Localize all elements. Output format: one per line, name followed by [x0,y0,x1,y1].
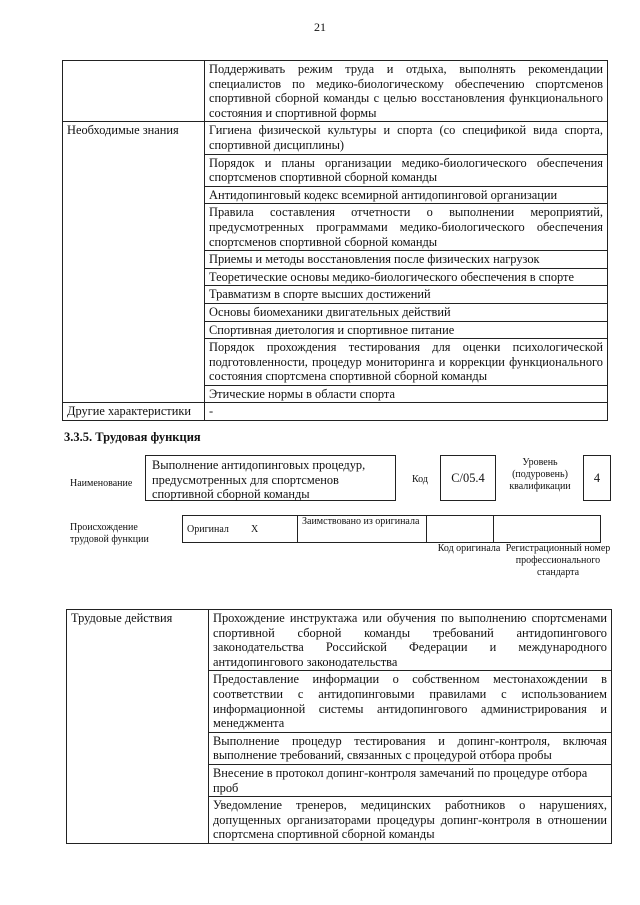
borrowed-label: Заимствовано из оригинала [298,516,427,543]
row-label-other: Другие характеристики [63,403,205,421]
level-box: 4 [583,455,611,501]
table-row [63,403,608,421]
reg-number-label: Регистрационный номер профессионального стандарта [505,543,611,578]
table-cell: Порядок прохождения тестирования для оценки психологической подготовленности, процедур мониторинга и коррекции функционального состояния спортсмена спортивной сборной команды [205,339,608,386]
knowledge-table [62,60,608,421]
origin-table [182,515,601,543]
table-cell: Порядок и планы организации медико-биологического обеспечения спортсменов спортивной сборной команды [205,154,608,186]
code-original-label: Код оригинала [437,543,501,554]
table-cell: Спортивная диетология и спортивное питание [205,321,608,339]
table-cell: Предоставление информации о собственном местонахождении в соответствии с антидопинговыми правилами с использованием информационной системы антидопингового администрирования и менеджмента [209,671,612,732]
section-heading: 3.3.5. Трудовая функция [64,430,201,444]
table-cell: - [205,403,608,421]
origin-label [70,522,162,546]
table-cell: Приемы и методы восстановления после физических нагрузок [205,251,608,269]
table-row [63,61,608,122]
table-cell: Поддерживать режим труда и отдыха, выполнять рекомендации специалистов по медико-биологическому обеспечению спортсменов спортивной сборной команды с целью восстановления функционального состояния и спортивной формы [205,61,608,122]
table-row [67,610,612,671]
function-name-box: Выполнение антидопинговых процедур, предусмотренных для спортсменов спортивной сборной команды [145,455,396,501]
level-label: Уровень (подуровень) квалификации [509,457,571,492]
table-cell: Внесение в протокол допинг-контроля замечаний по процедуре отбора проб [209,764,612,796]
original-mark: X [247,516,298,543]
row-label [63,61,205,122]
original-label: Оригинал [183,516,248,543]
table-cell: Теоретические основы медико-биологического обеспечения в спорте [205,268,608,286]
table-cell: Антидопинговый кодекс всемирной антидопинговой организации [205,186,608,204]
table-row [183,516,601,543]
table-cell: Правила составления отчетности о выполнении мероприятий, предусмотренных программами медико-биологического обеспечения спортсменов спортивной сборной команды [205,204,608,251]
row-label-actions: Трудовые действия [67,610,209,844]
row-label-knowledge: Необходимые знания [63,122,205,403]
table-cell: Выполнение процедур тестирования и допинг-контроля, включая выполнение требований, связанных с процедурой отбора пробы [209,732,612,764]
origin-label-text: Происхождение трудовой функции [70,522,149,545]
code-box: C/05.4 [440,455,496,501]
table-cell: Прохождение инструктажа или обучения по выполнению спортсменами спортивной сборной команды требований антидопингового законодательства Российской Федерации и международного антидопингового законодательства [209,610,612,671]
actions-table [66,609,612,844]
table-cell: Травматизм в спорте высших достижений [205,286,608,304]
table-cell: Гигиена физической культуры и спорта (со спецификой вида спорта, спортивной дисциплины) [205,122,608,154]
code-original-cell [427,516,494,543]
code-label: Код [412,474,428,485]
page-number: 21 [314,20,326,34]
table-row [63,122,608,154]
table-cell: Уведомление тренеров, медицинских работников о нарушениях, допущенных организаторами процедуры допинг-контроля в отношении спортсмена спортивной сборной команды [209,797,612,844]
table-cell: Этические нормы в области спорта [205,385,608,403]
reg-number-cell [494,516,601,543]
name-label: Наименование [70,478,133,489]
table-cell: Основы биомеханики двигательных действий [205,303,608,321]
